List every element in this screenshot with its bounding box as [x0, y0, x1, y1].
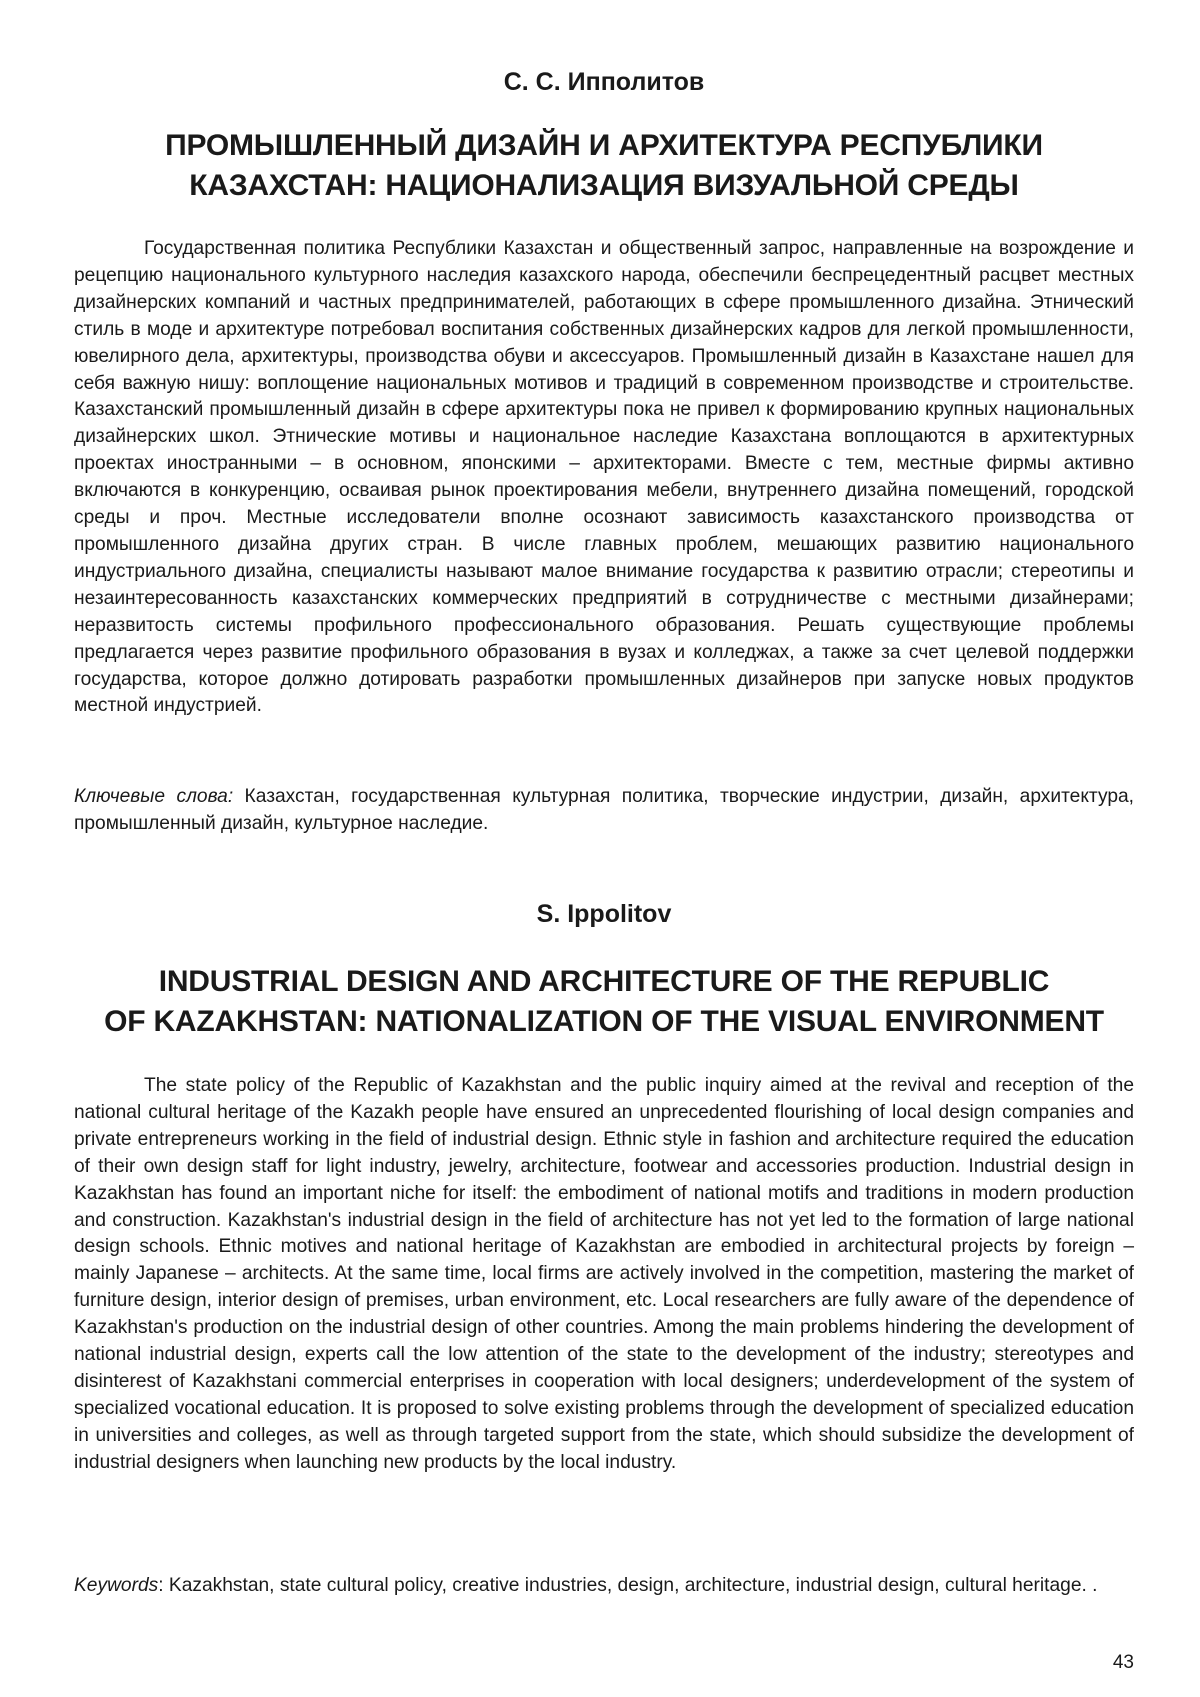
ru-keywords [74, 784, 1134, 838]
ru-author: С. С. Ипполитов [503, 68, 705, 96]
ru-title [74, 126, 1134, 206]
en-abstract: The state policy of the Republic of Kazakhstan and the public inquiry aimed at the revival and reception of the national cultural heritage of the Kazakh people have ensured an unprecedented flourishing of local design companies and private entrepreneurs working in the field of industrial design. Ethnic style in fashion and architecture required the education of their own design staff for light industry, jewelry, architecture, footwear and accessories production. Industrial design in Kazakhstan has found an important niche for itself: the embodiment of national motifs and traditions in modern production and construction. Kazakhstan's industrial design in the field of architecture has not yet led to the formation of large national design schools. Ethnic motives and national heritage of Kazakhstan are embodied in architectural projects by foreign – mainly Japanese – architects. At the same time, local firms are actively involved in the competition, mastering the market of furniture design, interior design of premises, urban environment, etc. Local researchers are fully aware of the dependence of Kazakhstan's production on the industrial design of other countries. Among the main problems hindering the development of national industrial design, experts call the low attention of the state to the development of the industry; stereotypes and disinterest of Kazakhstani commercial enterprises in cooperation with local designers; underdevelopment of the system of specialized vocational education. It is proposed to solve existing problems through the development of specialized education in universities and colleges, as well as through targeted support from the state, which should subsidize the development of industrial designers when launching new products by the local industry. [74, 1075, 1134, 1473]
en-keywords-text: : Kazakhstan, state cultural policy, creative industries, design, architecture, industrial design, cultural heritage. . [158, 1575, 1098, 1596]
en-keywords [74, 1573, 1134, 1600]
en-title [74, 962, 1134, 1042]
ru-keywords-text: Казахстан, государственная культурная политика, творческие индустрии, дизайн, архитектура, промышленный дизайн, культурное наследие. [74, 786, 1134, 834]
en-title-line1: INDUSTRIAL DESIGN AND ARCHITECTURE OF THE REPUBLIC [158, 965, 1050, 998]
ru-keywords-label: Ключевые слова: [74, 786, 234, 807]
en-abstract-block [74, 1073, 1134, 1477]
ru-title-line2: КАЗАХСТАН: НАЦИОНАЛИЗАЦИЯ ВИЗУАЛЬНОЙ СРЕДЫ [189, 169, 1019, 202]
en-header [74, 900, 1134, 929]
en-keywords-label: Keywords [74, 1575, 159, 1596]
ru-title-line1: ПРОМЫШЛЕННЫЙ ДИЗАЙН И АРХИТЕКТУРА РЕСПУБЛИКИ [165, 129, 1043, 162]
ru-abstract-block [74, 236, 1134, 720]
page-number: 43 [1112, 1652, 1134, 1673]
en-author: S. Ippolitov [536, 900, 672, 928]
ru-abstract: Государственная политика Республики Казахстан и общественный запрос, направленные на возрождение и рецепцию национального культурного наследия казахского народа, обеспечили беспрецедентный расцвет местных дизайнерских компаний и частных предпринимателей, работающих в сфере промышленного дизайна. Этнический стиль в моде и архитектуре потребовал воспитания собственных дизайнерских кадров для легкой промышленности, ювелирного дела, архитектуры, производства обуви и аксессуаров. Промышленный дизайн в Казахстане нашел для себя важную нишу: воплощение национальных мотивов и традиций в современном производстве и строительстве. Казахстанский промышленный дизайн в сфере архитектуры пока не привел к формированию крупных национальных дизайнерских школ. Этнические мотивы и национальное наследие Казахстана воплощаются в архитектурных проектах иностранными – в основном, японскими – архитекторами. Вместе с тем, местные фирмы активно включаются в конкуренцию, осваивая рынок проектирования мебели, внутреннего дизайна помещений, городской среды и проч. Местные исследователи вполне осознают зависимость казахстанского производства от промышленного дизайна других стран. В числе главных проблем, мешающих развитию национального индустриального дизайна, специалисты называют малое внимание государства к развитию отрасли; стереотипы и незаинтересованность казахстанских коммерческих предприятий в сотрудничестве с местными дизайнерами; неразвитость системы профильного профессионального образования. Решать существующие проблемы предлагается через развитие профильного образования в вузах и колледжах, а также за счет целевой поддержки государства, которое должно дотировать разработки промышленных дизайнеров при запуске новых продуктов местной индустрией. [74, 238, 1134, 717]
en-title-line2: OF KAZAKHSTAN: NATIONALIZATION OF THE VISUAL ENVIRONMENT [104, 1005, 1104, 1038]
ru-header [74, 68, 1134, 97]
